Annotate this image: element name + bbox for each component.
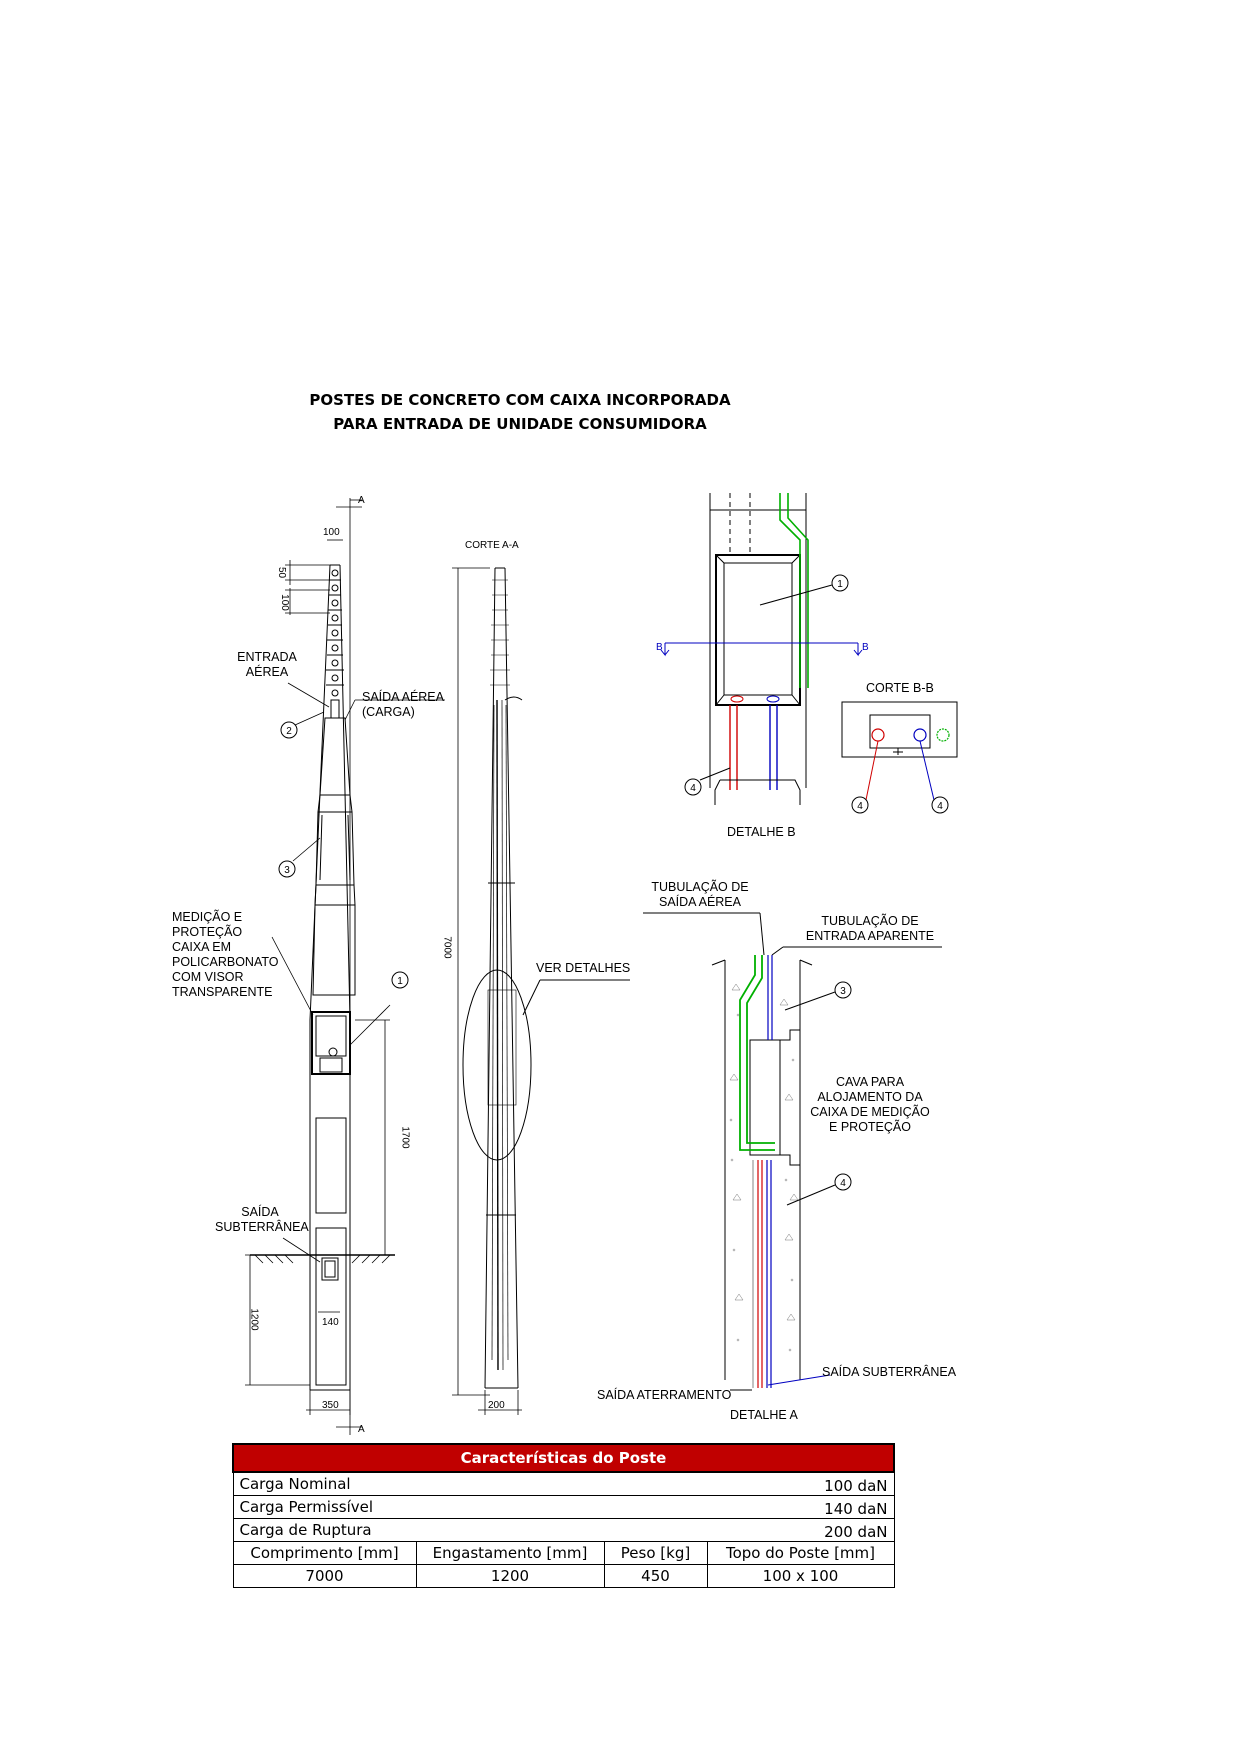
detail-b-drawing (661, 493, 862, 805)
corte-b-b-drawing (842, 702, 957, 813)
section-mark-a-bottom: A (358, 1424, 365, 1435)
table-row (233, 1496, 894, 1519)
dim-140: 140 (322, 1317, 339, 1328)
dim-200: 200 (488, 1400, 505, 1411)
callout-2: 2 (286, 726, 292, 737)
label-tubulacao-saida (640, 880, 760, 910)
characteristics-table (232, 1443, 895, 1588)
section-mark-b-right: B (862, 642, 869, 653)
label-tubulacao-entrada-line1: TUBULAÇÃO DE (821, 914, 919, 928)
row-value: 100 daN (707, 1472, 894, 1496)
table-column-header-row (233, 1542, 894, 1565)
callout-4-detail-a: 4 (840, 1178, 846, 1189)
label-cava-line4: E PROTEÇÃO (829, 1120, 911, 1134)
label-cava-line2: ALOJAMENTO DA (817, 1090, 923, 1104)
column-header: Engastamento [mm] (416, 1542, 604, 1565)
label-cava (800, 1075, 940, 1135)
callout-3: 3 (284, 865, 290, 876)
section-view-pole (463, 568, 630, 1388)
section-mark-a-top: A (358, 495, 365, 506)
label-saida-aerea-line2: (CARGA) (362, 705, 415, 719)
detail-a-drawing (643, 913, 942, 1390)
table-header-row (233, 1444, 894, 1472)
label-cava-line1: CAVA PARA (835, 1075, 905, 1089)
label-medicao-line3: CAIXA EM (172, 940, 232, 954)
title-line-2: PARA ENTRADA DE UNIDADE CONSUMIDORA (333, 415, 707, 433)
column-value: 1200 (416, 1565, 604, 1588)
column-header: Topo do Poste [mm] (707, 1542, 894, 1565)
label-saida-subterranea-line2: SUBTERRÂNEA (215, 1220, 309, 1234)
callout-1-detail-b: 1 (837, 579, 843, 590)
label-saida-aterramento: SAÍDA ATERRAMENTO (597, 1388, 732, 1402)
column-value: 450 (604, 1565, 707, 1588)
dim-1200: 1200 (248, 1308, 260, 1331)
callout-1-front: 1 (397, 976, 403, 987)
corte-b-b-title: CORTE B-B (866, 681, 934, 695)
column-header: Peso [kg] (604, 1542, 707, 1565)
callout-4-detail-b: 4 (690, 783, 696, 794)
table-values-row (233, 1565, 894, 1588)
label-saida-subterranea (215, 1205, 309, 1235)
dim-100: 100 (278, 594, 290, 611)
column-value: 7000 (233, 1565, 416, 1588)
label-saida-aerea-line1: SAÍDA AÉREA (362, 690, 444, 704)
row-value: 140 daN (707, 1496, 894, 1519)
row-value: 200 daN (707, 1519, 894, 1542)
title-line-1: POSTES DE CONCRETO COM CAIXA INCORPORADA (309, 391, 731, 409)
dim-350: 350 (322, 1400, 339, 1411)
row-name: Carga Permissível (233, 1496, 707, 1519)
column-value: 100 x 100 (707, 1565, 894, 1588)
front-callout-circles (279, 722, 408, 988)
label-entrada-aerea-line1: ENTRADA (237, 650, 297, 664)
dim-7000: 7000 (441, 936, 453, 959)
label-medicao-line5: COM VISOR (172, 970, 244, 984)
row-name: Carga Nominal (233, 1472, 707, 1496)
label-medicao-line4: POLICARBONATO (172, 955, 279, 969)
label-tubulacao-entrada-line2: ENTRADA APARENTE (805, 929, 935, 943)
detalhe-a-title: DETALHE A (730, 1408, 798, 1422)
label-medicao-line2: PROTEÇÃO (172, 925, 243, 939)
detalhe-b-title: DETALHE B (727, 825, 796, 839)
label-entrada-aerea-line2: AÉREA (245, 665, 289, 679)
table-row (233, 1519, 894, 1542)
top-holes (332, 570, 338, 696)
label-medicao-line6: TRANSPARENTE (172, 985, 273, 999)
label-tubulacao-entrada (800, 914, 940, 944)
section-mark-b-left: B (656, 642, 663, 653)
dim-top-width: 100 (323, 527, 340, 538)
label-medicao (172, 910, 279, 1000)
column-header: Comprimento [mm] (233, 1542, 416, 1565)
label-entrada-aerea (232, 650, 302, 680)
label-saida-subterranea-detail: SAÍDA SUBTERRÂNEA (822, 1365, 957, 1379)
table-row (233, 1472, 894, 1496)
label-tubulacao-saida-line1: TUBULAÇÃO DE (651, 880, 749, 894)
label-ver-detalhes: VER DETALHES (536, 961, 631, 975)
callout-4-corte-right: 4 (937, 801, 943, 812)
label-tubulacao-saida-line2: SAÍDA AÉREA (659, 895, 741, 909)
row-name: Carga de Ruptura (233, 1519, 707, 1542)
label-medicao-line1: MEDIÇÃO E (172, 910, 243, 924)
corte-a-a-title: CORTE A-A (465, 540, 519, 551)
callout-3-detail-a: 3 (840, 986, 846, 997)
label-saida-subterranea-line1: SAÍDA (241, 1205, 279, 1219)
callout-4-corte-left: 4 (857, 801, 863, 812)
label-saida-aerea (362, 690, 444, 720)
dim-50: 50 (276, 566, 288, 579)
label-cava-line3: CAIXA DE MEDIÇÃO (810, 1105, 930, 1119)
dim-1700: 1700 (399, 1126, 411, 1149)
front-view-pole (310, 565, 355, 1390)
table-header: Características do Poste (233, 1444, 894, 1472)
